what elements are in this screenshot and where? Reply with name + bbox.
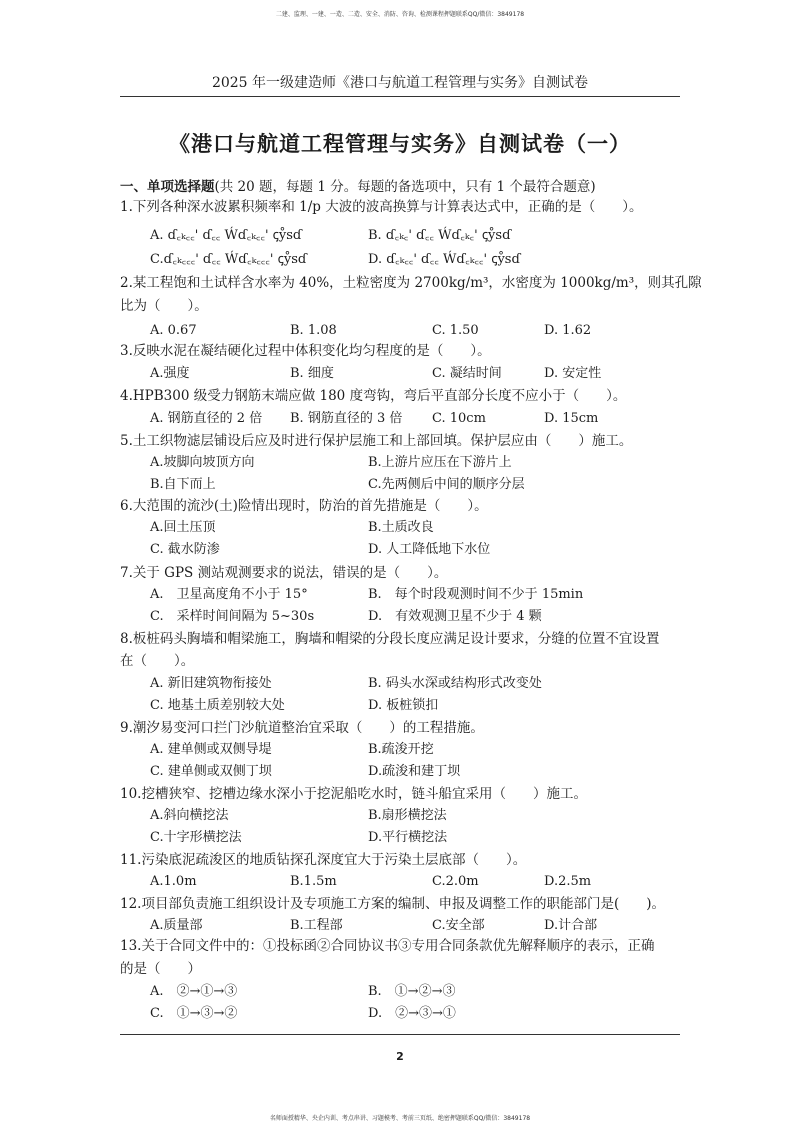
question-6-text: 6.大范围的流沙(土)险情出现时，防治的首先措施是（ ）。: [120, 498, 488, 514]
question-1-option: C.ɗ꜀ₖ꜀꜀꜀' ɗ꜀꜀ Ẃɗ꜀ₖ꜀꜀꜀' ꞔẙꜱɗ: [150, 252, 307, 267]
question-1-option: A. ɗ꜀ₖ꜀꜀' ɗ꜀꜀ Ẃɗ꜀ₖ꜀꜀' ꞔẙꜱɗ: [150, 228, 302, 243]
question-13-option: C. ①→③→②: [150, 1006, 238, 1021]
question-4-option: C. 10cm: [432, 411, 486, 426]
question-9-option: B.疏浚开挖: [368, 742, 434, 757]
question-10-option: C.十字形横挖法: [150, 830, 242, 845]
question-13-text: 的是（ ）: [120, 961, 201, 977]
question-9-option: D.疏浚和建丁坝: [368, 764, 461, 779]
question-9-option: C. 建单侧或双侧丁坝: [150, 764, 272, 779]
header-rule: [120, 96, 680, 97]
question-8-text: 在（ ）。: [120, 653, 195, 669]
question-10-text: 10.挖槽狭窄、挖槽边缘水深小于挖泥船吃水时，链斗船宜采用（ ）施工。: [120, 786, 587, 802]
question-3-option: A.强度: [150, 366, 190, 381]
question-12-option: C.安全部: [432, 918, 485, 933]
question-4-text: 4.HPB300 级受力钢筋末端应做 180 度弯钩，弯后平直部分长度不应小于（ ）。: [120, 388, 627, 404]
running-header: 2025 年一级建造师《港口与航道工程管理与实务》自测试卷: [211, 75, 589, 91]
question-10-option: A.斜向横挖法: [150, 808, 229, 823]
top-contact-note: 二建、监理、一建、一造、二造、安全、消防、咨询、检测课程押题联系QQ/微信：3849178: [275, 11, 525, 18]
bottom-contact-note: 名师面授精华、央企内训、考点串讲、习题模考、考前三页纸、绝密押题联系QQ/微信：3849178: [269, 1115, 531, 1122]
question-3-option: C. 凝结时间: [432, 366, 502, 381]
question-3-text: 3.反映水泥在凝结硬化过程中体积变化均匀程度的是（ ）。: [120, 343, 491, 359]
question-3-option: B. 细度: [290, 366, 334, 381]
question-11-text: 11.污染底泥疏浚区的地质钻探孔深度宜大于污染土层底部（ ）。: [120, 852, 527, 868]
question-6-option: D. 人工降低地下水位: [368, 542, 491, 557]
question-8-option: B. 码头水深或结构形式改变处: [368, 676, 542, 691]
question-4-option: B. 钢筋直径的 3 倍: [290, 411, 403, 426]
question-11-option: D.2.5m: [544, 874, 592, 889]
section-heading: [120, 175, 690, 195]
question-12-option: D.计合部: [544, 918, 598, 933]
question-4-option: A. 钢筋直径的 2 倍: [150, 411, 263, 426]
question-6-option: C. 截水防渗: [150, 542, 220, 557]
question-5-option: C.先两侧后中间的顺序分层: [368, 477, 525, 492]
question-8-option: A. 新旧建筑物衔接处: [150, 676, 272, 691]
question-1-text: 1.下列各种深水波累积频率和 1/p 大波的波高换算与计算表达式中，正确的是（ ）。: [120, 199, 643, 215]
question-5-option: B.自下而上: [150, 477, 216, 492]
question-6-option: B.土质改良: [368, 520, 434, 535]
question-6-option: A.回土压顶: [150, 520, 216, 535]
question-3-option: D. 安定性: [544, 366, 602, 381]
question-2-text: 比为（ ）。: [120, 298, 208, 314]
question-13-text: 13.关于合同文件中的：①投标函②合同协议书③专用合同条款优先解释顺序的表示，正确: [120, 938, 655, 954]
question-7-option: B. 每个时段观测时间不少于 15min: [368, 587, 584, 602]
question-2-option: B. 1.08: [290, 323, 337, 338]
question-12-text: 12.项目部负责施工组织设计及专项施工方案的编制、申报及调整工作的职能部门是( )。: [120, 896, 666, 912]
question-2-option: C. 1.50: [432, 323, 479, 338]
question-12-option: B.工程部: [290, 918, 343, 933]
question-10-option: D.平行横挖法: [368, 830, 448, 845]
question-2-option: D. 1.62: [544, 323, 592, 338]
page-number: 2: [396, 1050, 404, 1063]
question-7-text: 7.关于 GPS 测站观测要求的说法，错误的是（ ）。: [120, 565, 448, 581]
question-1-option: D. ɗ꜀ₖ꜀꜀' ɗ꜀꜀ Ẃɗ꜀ₖ꜀꜀' ꞔẙꜱɗ: [368, 252, 521, 267]
question-7-option: A. 卫星高度角不小于 15°: [150, 587, 308, 602]
question-5-option: B.上游片应压在下游片上: [368, 455, 512, 470]
question-2-text: 2.某工程饱和土试样含水率为 40%，土粒密度为 2700kg/m³，水密度为 1000kg/m³，则其孔隙: [120, 275, 702, 291]
question-7-option: D. 有效观测卫星不少于 4 颗: [368, 609, 542, 624]
footer-rule: [120, 1034, 680, 1035]
question-8-option: C. 地基土质差别较大处: [150, 698, 285, 713]
question-2-option: A. 0.67: [150, 323, 197, 338]
question-11-option: A.1.0m: [150, 874, 197, 889]
question-13-option: D. ②→③→①: [368, 1006, 456, 1021]
question-5-text: 5.土工织物滤层铺设后应及时进行保护层施工和上部回填。保护层应由（ ）施工。: [120, 433, 633, 449]
question-5-option: A.坡脚向坡顶方向: [150, 455, 255, 470]
question-10-option: B.扇形横挖法: [368, 808, 447, 823]
question-11-option: C.2.0m: [432, 874, 479, 889]
question-7-option: C. 采样时间间隔为 5~30s: [150, 609, 315, 624]
question-1-option: B. ɗ꜀ₖ꜀' ɗ꜀꜀ Ẃɗ꜀ₖ꜀' ꞔẙꜱɗ: [368, 228, 511, 243]
question-13-option: A. ②→①→③: [150, 984, 238, 999]
question-12-option: A.质量部: [150, 918, 203, 933]
section-heading-note: (共 20 题，每题 1 分。每题的备选项中，只有 1 个最符合题意): [214, 179, 596, 195]
page-title: 《港口与航道工程管理与实务》自测试卷（一）: [169, 131, 631, 156]
question-8-text: 8.板桩码头胸墙和帽梁施工，胸墙和帽梁的分段长度应满足设计要求，分缝的位置不宜设置: [120, 631, 660, 647]
question-4-option: D. 15cm: [544, 411, 599, 426]
question-11-option: B.1.5m: [290, 874, 337, 889]
question-8-option: D. 板桩锁扣: [368, 698, 439, 713]
question-13-option: B. ①→②→③: [368, 984, 456, 999]
question-9-option: A. 建单侧或双侧导堤: [150, 742, 272, 757]
section-heading-label: 一、单项选择题: [120, 179, 215, 195]
question-9-text: 9.潮汐易变河口拦门沙航道整治宜采取（ ）的工程措施。: [120, 720, 484, 736]
